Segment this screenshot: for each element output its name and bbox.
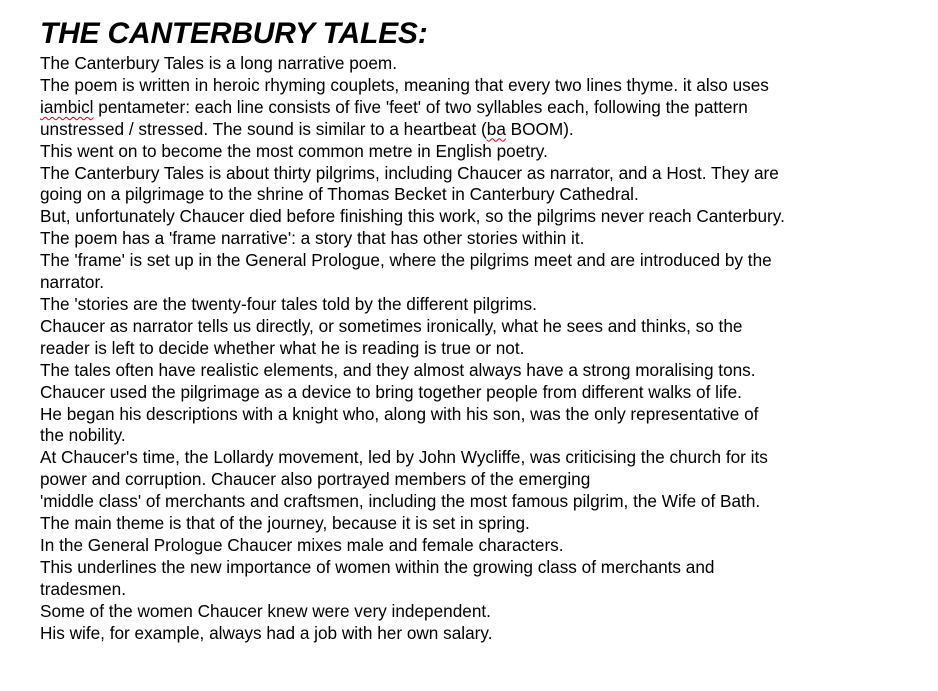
text-line: narrator. xyxy=(40,272,105,293)
document-body xyxy=(40,53,930,644)
text-line: going on a pilgrimage to the shrine of Thomas Becket in Canterbury Cathedral. xyxy=(40,184,639,205)
text-line: His wife, for example, always had a job with her own salary. xyxy=(40,622,493,643)
text-segment: unstressed / stressed. The sound is similar to a heartbeat ( xyxy=(40,118,487,139)
text-line: The Canterbury Tales is a long narrative poem. xyxy=(40,53,397,73)
text-line: power and corruption. Chaucer also portrayed members of the emerging xyxy=(40,469,591,490)
spellcheck-flagged-word[interactable]: iambicl xyxy=(40,96,94,117)
text-line xyxy=(40,97,930,119)
text-line xyxy=(40,119,930,141)
text-line: He began his descriptions with a knight who, along with his son, was the only representative of xyxy=(40,403,759,424)
text-line: the nobility. xyxy=(40,425,126,446)
text-line: The poem is written in heroic rhyming couplets, meaning that every two lines thyme. it also uses xyxy=(40,74,769,95)
text-line: 'middle class' of merchants and craftsmen, including the most famous pilgrim, the Wife of Bath. xyxy=(40,491,761,512)
text-line: Some of the women Chaucer knew were very independent. xyxy=(40,600,491,621)
text-line: Chaucer as narrator tells us directly, or sometimes ironically, what he sees and thinks, so the xyxy=(40,315,743,336)
text-line: The Canterbury Tales is about thirty pilgrims, including Chaucer as narrator, and a Host. They are xyxy=(40,162,779,183)
text-line: But, unfortunately Chaucer died before finishing this work, so the pilgrims never reach Canterbury. xyxy=(40,206,785,227)
document-page xyxy=(40,16,930,644)
text-line: The 'stories are the twenty-four tales told by the different pilgrims. xyxy=(40,293,537,314)
text-line: The tales often have realistic elements, and they almost always have a strong moralising tons. xyxy=(40,359,756,380)
text-line: tradesmen. xyxy=(40,578,126,599)
text-line: Chaucer used the pilgrimage as a device to bring together people from different walks of life. xyxy=(40,381,742,402)
text-line: At Chaucer's time, the Lollardy movement, led by John Wycliffe, was criticising the church for its xyxy=(40,447,768,468)
text-line: The poem has a 'frame narrative': a story that has other stories within it. xyxy=(40,228,585,249)
spellcheck-flagged-word[interactable]: ba xyxy=(486,118,506,139)
text-line: The 'frame' is set up in the General Prologue, where the pilgrims meet and are introduced by the xyxy=(40,250,772,271)
text-line: The main theme is that of the journey, because it is set in spring. xyxy=(40,513,530,534)
text-line: This underlines the new importance of women within the growing class of merchants and xyxy=(40,556,715,577)
text-line: reader is left to decide whether what he is reading is true or not. xyxy=(40,337,525,358)
text-segment: pentameter: each line consists of five 'feet' of two syllables each, following the pattern xyxy=(93,96,748,117)
text-line: This went on to become the most common metre in English poetry. xyxy=(40,140,548,161)
text-segment: BOOM). xyxy=(505,118,574,139)
document-title: THE CANTERBURY TALES: xyxy=(40,17,428,50)
text-line: In the General Prologue Chaucer mixes male and female characters. xyxy=(40,534,564,555)
